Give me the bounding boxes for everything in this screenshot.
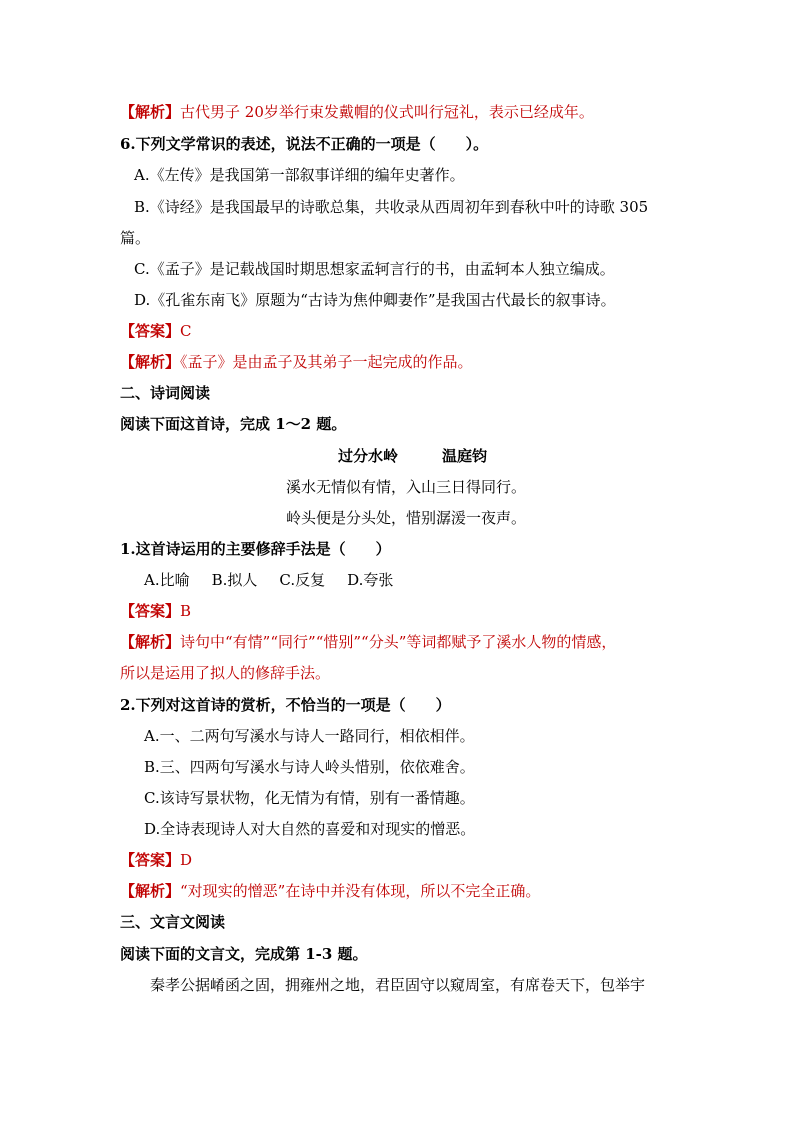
- question-6-option-c: C.《孟子》是记载战国时期思想家孟轲言行的书，由孟轲本人独立编成。: [134, 260, 615, 278]
- passage-first-line: 秦孝公据崤函之固，拥雍州之地，君臣固守以窥周室，有席卷天下，包举宇: [150, 976, 646, 994]
- answer-value: C: [180, 322, 192, 340]
- question-2-analysis: [120, 881, 540, 901]
- question-1-option-c: C.反复: [279, 571, 326, 589]
- question-1-stem: 1.这首诗运用的主要修辞手法是（ ）: [120, 540, 391, 558]
- poem-line-2: 岭头便是分头处，惜别潺湲一夜声。: [286, 509, 527, 527]
- analysis-text: “对现实的憎恶”在诗中并没有体现，所以不完全正确。: [180, 882, 541, 900]
- question-1-option-b: B.拟人: [211, 571, 258, 589]
- question-6-stem: 6.下列文学常识的表述，说法不正确的一项是（ ）。: [120, 135, 489, 153]
- question-2-option-b: B.三、四两句写溪水与诗人岭头惜别，依依难舍。: [144, 758, 475, 776]
- analysis-tag: 【解析】: [120, 633, 181, 651]
- question-1-analysis: [120, 632, 616, 652]
- question-6-option-b: B.《诗经》是我国最早的诗歌总集，共收录从西周初年到春秋中叶的诗歌 305: [134, 198, 649, 216]
- section-3-intro: 阅读下面的文言文，完成第 1-3 题。: [120, 945, 368, 963]
- analysis-text: 诗句中“有情”“同行”“惜别”“分头”等词都赋予了溪水人物的情感，: [180, 633, 617, 651]
- section-2-intro: 阅读下面这首诗，完成 1～2 题。: [120, 415, 347, 433]
- question-2-stem: 2.下列对这首诗的赏析，不恰当的一项是（ ）: [120, 696, 451, 714]
- question-2-option-d: D.全诗表现诗人对大自然的喜爱和对现实的憎恶。: [144, 820, 476, 838]
- analysis-text: 古代男子 20岁举行束发戴帽的仪式叫行冠礼，表示已经成年。: [180, 103, 594, 121]
- question-1-option-d: D.夸张: [347, 571, 394, 589]
- poem-line-1: 溪水无情似有情，入山三日得同行。: [286, 478, 527, 496]
- analysis-text: 《孟子》是由孟子及其弟子一起完成的作品。: [180, 353, 473, 371]
- answer-tag: 【答案】: [120, 602, 181, 620]
- question-1-options: [144, 570, 415, 590]
- answer-value: B: [180, 602, 192, 620]
- answer-tag: 【答案】: [120, 322, 181, 340]
- question-6-answer: [120, 321, 192, 341]
- answer-tag: 【答案】: [120, 851, 181, 869]
- question-2-option-c: C.该诗写景状物，化无情为有情，别有一番情趣。: [144, 789, 475, 807]
- poem-title: 过分水岭: [338, 447, 399, 465]
- section-3-heading: 三、文言文阅读: [120, 913, 226, 931]
- analysis-tag: 【解析】: [120, 353, 181, 371]
- question-2-option-a: A.一、二两句写溪水与诗人一路同行，相依相伴。: [144, 727, 475, 745]
- question-6-option-b-cont: 篇。: [120, 229, 151, 247]
- question-6-option-d: D.《孔雀东南飞》原题为“古诗为焦仲卿妻作”是我国古代最长的叙事诗。: [134, 291, 616, 309]
- analysis-tag: 【解析】: [120, 103, 181, 121]
- analysis-tag: 【解析】: [120, 882, 181, 900]
- question-1-answer: [120, 601, 191, 621]
- question-6-analysis: [120, 352, 473, 372]
- question-1-option-a: A.比喻: [144, 571, 190, 589]
- section-2-heading: 二、诗词阅读: [120, 384, 211, 402]
- question-6-option-a: A.《左传》是我国第一部叙事详细的编年史著作。: [134, 166, 465, 184]
- poem-author: 温庭钧: [442, 447, 488, 465]
- answer-value: D: [180, 851, 193, 869]
- question-2-answer: [120, 850, 192, 870]
- question-1-analysis-cont: 所以是运用了拟人的修辞手法。: [120, 664, 331, 682]
- analysis-line-prev: [120, 102, 594, 122]
